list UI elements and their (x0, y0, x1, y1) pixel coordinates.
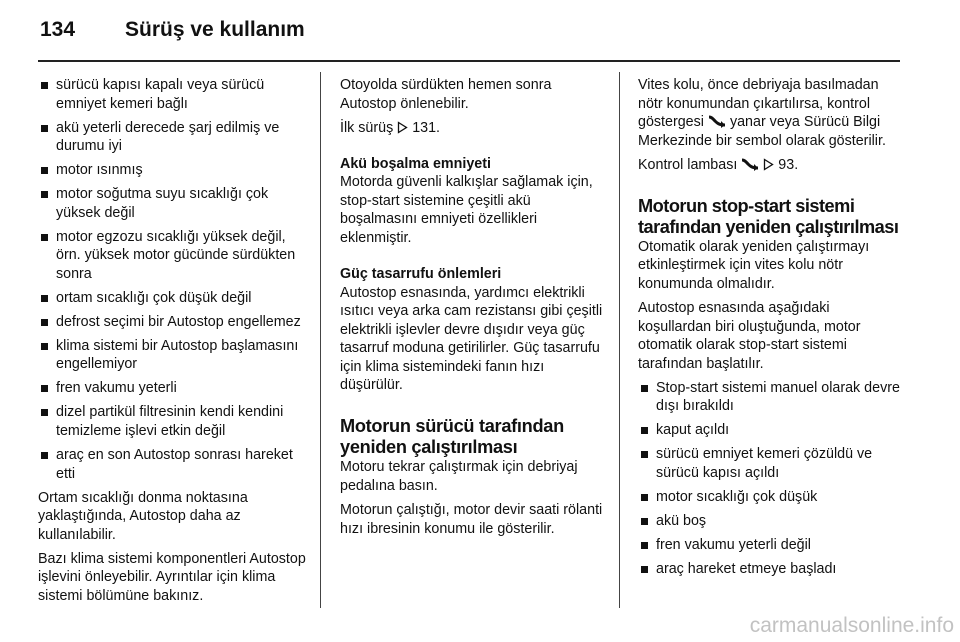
bullet-square-icon (641, 385, 648, 392)
list-item: fren vakumu yeterli değil (638, 536, 900, 555)
paragraph: Bazı klima sistemi komponentleri Autostop işlevini önleyebilir. Ayrıntılar için klima sistemi bölümüne bakınız. (38, 550, 306, 604)
column-divider-2 (619, 72, 620, 608)
list-item: klima sistemi bir Autostop başlamasını engellemiyor (38, 337, 310, 374)
cross-reference: Kontrol lambası 93. (638, 156, 799, 173)
column-1 (38, 76, 310, 611)
paragraph: Motorun çalıştığı, motor devir saati rölanti hızı ibresinin konumu ile gösterilir. (340, 502, 603, 537)
bullet-square-icon (41, 319, 48, 326)
bullet-square-icon (41, 82, 48, 89)
paragraph: Ortam sıcaklığı donma noktasına yaklaştığında, Autostop daha az kullanılabilir. (38, 489, 248, 543)
list-item: araç en son Autostop sonrası hareket etti (38, 446, 310, 483)
list-item: akü boş (638, 512, 900, 531)
page-reference-link[interactable]: 93. (778, 156, 799, 173)
list-item: motor soğutma suyu sıcaklığı çok yüksek değil (38, 185, 310, 222)
page-number: 134 (40, 18, 76, 41)
cross-reference: İlk sürüş 131. (340, 119, 441, 136)
header-rule (38, 60, 900, 62)
bullet-square-icon (41, 343, 48, 350)
bullet-square-icon (641, 566, 648, 573)
page-reference-arrow-icon (397, 121, 408, 134)
subheading: Akü boşalma emniyeti (340, 155, 491, 172)
bullet-square-icon (641, 451, 648, 458)
page-reference-arrow-icon (763, 158, 774, 171)
bullet-square-icon (41, 452, 48, 459)
list-item: motor ısınmış (38, 161, 310, 180)
bullet-square-icon (41, 409, 48, 416)
list-item: sürücü kapısı kapalı veya sürücü emniyet kemeri bağlı (38, 76, 310, 113)
list-item: akü yeterli derecede şarj edilmiş ve durumu iyi (38, 119, 310, 156)
list-item: sürücü emniyet kemeri çözüldü ve sürücü kapısı açıldı (638, 445, 900, 482)
bullet-square-icon (641, 494, 648, 501)
list-item: Stop-start sistemi manuel olarak devre dışı bırakıldı (638, 379, 900, 416)
paragraph: Autostop esnasında, yardımcı elektrikli ısıtıcı veya arka cam rezistansı gibi çeşitli elektrikli işlevler devre dışıdır veya güç tasarruf moduna getirilirler. Güç tasarrufu için klima sistemindeki fanın hızı düşürülür. (340, 284, 603, 394)
column-divider-1 (320, 72, 321, 608)
bullet-square-icon (641, 518, 648, 525)
paragraph: Motorda güvenli kalkışlar sağlamak için, stop-start sistemine çeşitli akü boşalmasını emniyeti özellikleri eklenmiştir. (340, 174, 593, 246)
list-item: araç hareket etmeye başladı (638, 560, 900, 579)
column-2 (340, 76, 606, 544)
list-item: motor egzozu sıcaklığı yüksek değil, örn. yüksek motor gücünde sürdükten sonra (38, 228, 310, 284)
subheading: Güç tasarrufu önlemleri (340, 265, 502, 282)
list-item: dizel partikül filtresinin kendi kendini temizleme işlevi etkin değil (38, 403, 310, 440)
list-item: defrost seçimi bir Autostop engellemez (38, 313, 310, 332)
section-heading: Motorun stop-start sistemi tarafından yeniden çalıştırılması (638, 195, 899, 237)
watermark: carmanualsonline.info (749, 614, 954, 637)
list-item: motor sıcaklığı çok düşük (638, 488, 900, 507)
page-reference-link[interactable]: 131. (412, 119, 441, 136)
bullet-square-icon (41, 295, 48, 302)
bullet-square-icon (41, 167, 48, 174)
bullet-square-icon (41, 191, 48, 198)
paragraph: Otoyolda sürdükten hemen sonra Autostop önlenebilir. (340, 77, 552, 112)
column-3 (638, 76, 900, 584)
page-title: Sürüş ve kullanım (125, 18, 305, 41)
list-item: kaput açıldı (638, 421, 900, 440)
bullet-square-icon (41, 385, 48, 392)
paragraph: Motoru tekrar çalıştırmak için debriyaj pedalına basın. (340, 459, 578, 495)
bullet-square-icon (641, 542, 648, 549)
bullet-square-icon (41, 234, 48, 241)
paragraph: Autostop esnasında aşağıdaki koşullardan biri oluştuğunda, motor otomatik olarak stop-start sistemi tarafından başlatılır. (638, 299, 861, 372)
paragraph: Vites kolu, önce debriyaja basılmadan nötr konumundan çıkartılırsa, kontrol göstergesi yanar veya Sürücü Bilgi Merkezinde bir sembol olarak gösterilir. (638, 77, 886, 149)
list-item: fren vakumu yeterli (38, 379, 310, 398)
section-heading: Motorun sürücü tarafından yeniden çalıştırılması (340, 416, 564, 458)
stop-start-indicator-icon (708, 114, 726, 128)
bullet-square-icon (641, 427, 648, 434)
paragraph: Otomatik olarak yeniden çalıştırmayı etkinleştirmek için vites kolu nötr konumunda olmalıdır. (638, 238, 870, 292)
list-item: ortam sıcaklığı çok düşük değil (38, 289, 310, 308)
stop-start-indicator-icon (741, 157, 759, 171)
bullet-square-icon (41, 125, 48, 132)
